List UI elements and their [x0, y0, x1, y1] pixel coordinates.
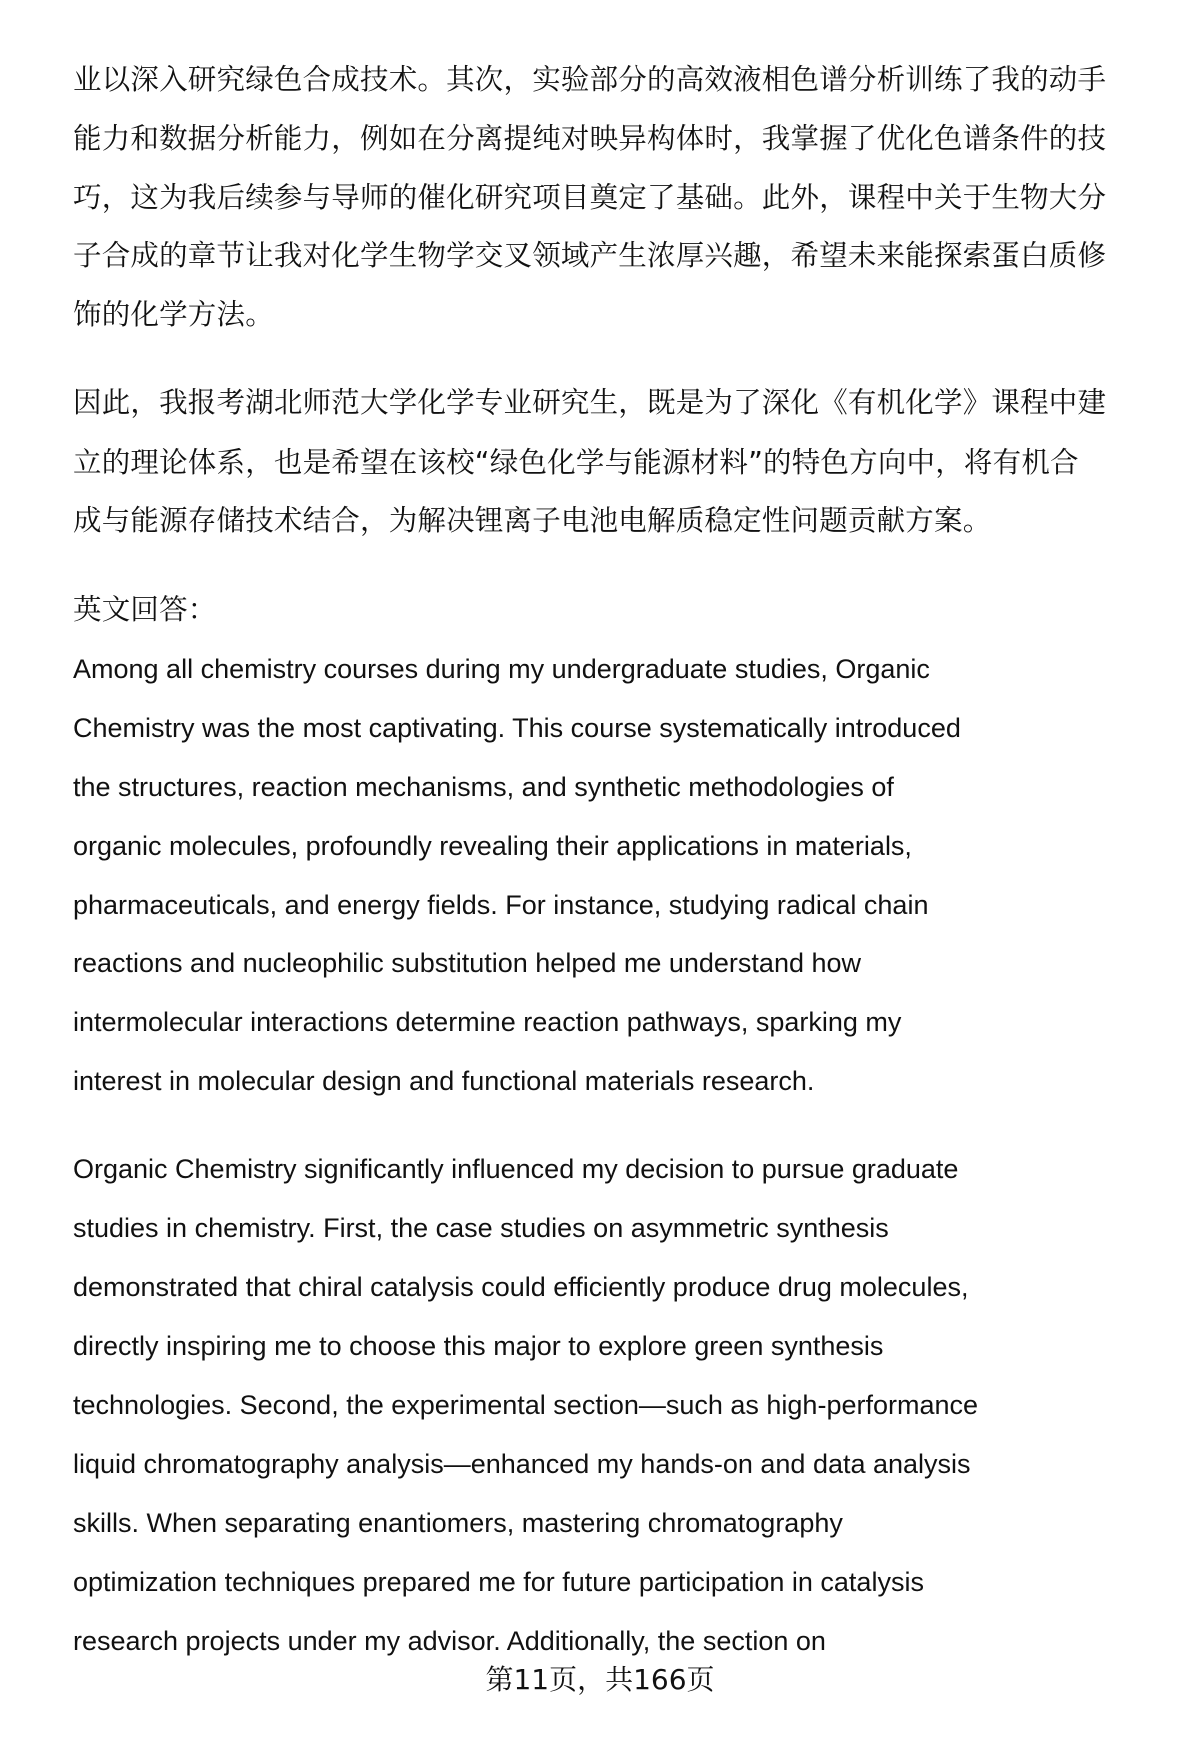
- en-para1-line: pharmaceuticals, and energy fields. For instance, studying radical chain: [73, 890, 929, 920]
- en-para2-line: research projects under my advisor. Additionally, the section on: [73, 1626, 826, 1656]
- en-para2-line: technologies. Second, the experimental section—such as high-performance: [73, 1390, 979, 1420]
- en-para1-line: intermolecular interactions determine reaction pathways, sparking my: [73, 1007, 902, 1037]
- cn-para1-line: 能力和数据分析能力，例如在分离提纯对映异构体时，我掌握了优化色谱条件的技: [73, 122, 1107, 155]
- en-para2-line: skills. When separating enantiomers, mastering chromatography: [73, 1508, 843, 1538]
- page-number-footer: 第11页，共166页: [485, 1663, 715, 1696]
- cn-para1-line: 巧，这为我后续参与导师的催化研究项目奠定了基础。此外，课程中关于生物大分: [73, 181, 1107, 214]
- en-para2-line: liquid chromatography analysis—enhanced my hands-on and data analysis: [73, 1449, 971, 1479]
- en-para1-line: Among all chemistry courses during my undergraduate studies, Organic: [73, 654, 930, 684]
- en-para1-line: organic molecules, profoundly revealing their applications in materials,: [73, 831, 912, 861]
- en-para1-line: interest in molecular design and functional materials research.: [73, 1066, 815, 1096]
- en-para1-line: reactions and nucleophilic substitution helped me understand how: [73, 948, 862, 978]
- cn-para2-line: 因此，我报考湖北师范大学化学专业研究生，既是为了深化《有机化学》课程中建: [73, 386, 1107, 419]
- en-para2-line: demonstrated that chiral catalysis could efficiently produce drug molecules,: [73, 1272, 969, 1302]
- cn-para1-line: 子合成的章节让我对化学生物学交叉领域产生浓厚兴趣，希望未来能探索蛋白质修: [73, 239, 1107, 272]
- en-para2-line: studies in chemistry. First, the case studies on asymmetric synthesis: [73, 1213, 889, 1243]
- en-para1-line: the structures, reaction mechanisms, and synthetic methodologies of: [73, 772, 894, 802]
- en-para2-line: directly inspiring me to choose this major to explore green synthesis: [73, 1331, 884, 1361]
- en-para2-line: optimization techniques prepared me for future participation in catalysis: [73, 1567, 924, 1597]
- en-para1-line: Chemistry was the most captivating. This course systematically introduced: [73, 713, 961, 743]
- cn-para2-line: 立的理论体系，也是希望在该校“绿色化学与能源材料”的特色方向中，将有机合: [73, 446, 1079, 479]
- english-answer-heading: 英文回答：: [73, 593, 217, 626]
- cn-para2-line: 成与能源存储技术结合，为解决锂离子电池电解质稳定性问题贡献方案。: [73, 504, 992, 537]
- cn-para1-line: 业以深入研究绿色合成技术。其次，实验部分的高效液相色谱分析训练了我的动手: [73, 63, 1107, 96]
- cn-para1-line: 饰的化学方法。: [73, 298, 274, 331]
- en-para2-line: Organic Chemistry significantly influenced my decision to pursue graduate: [73, 1154, 959, 1184]
